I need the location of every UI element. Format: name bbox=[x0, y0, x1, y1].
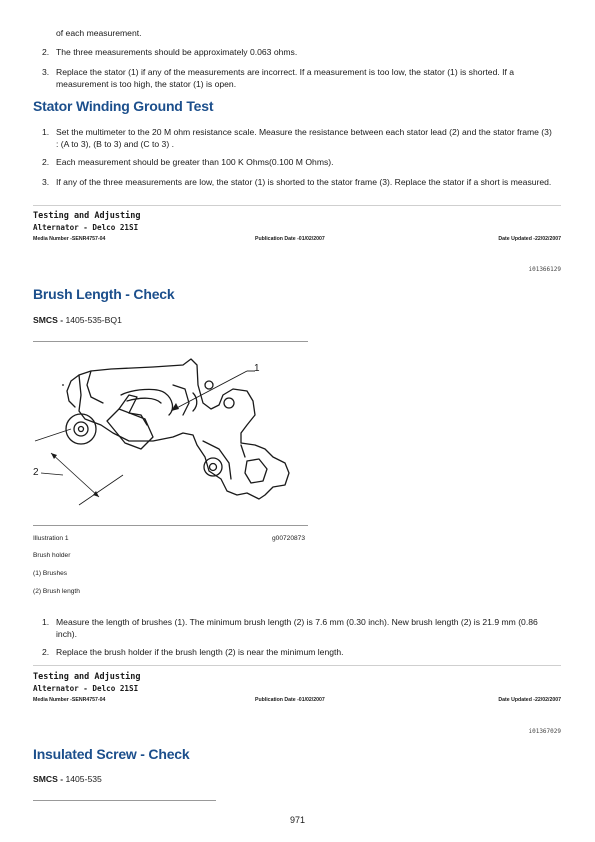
smcs-code bbox=[33, 774, 102, 784]
illustration-top-rule bbox=[33, 341, 308, 342]
section-rule bbox=[33, 800, 216, 801]
callout-1: 1 bbox=[254, 363, 260, 374]
step-number: 3. bbox=[42, 67, 50, 77]
date-updated: Date Updated -22/02/2007 bbox=[498, 236, 561, 242]
step-text: Each measurement should be greater than 100 K Ohms(0.100 M Ohms). bbox=[56, 157, 334, 167]
brush-holder-illustration bbox=[33, 345, 308, 520]
step-text: Replace the brush holder if the brush length (2) is near the minimum length. bbox=[56, 647, 344, 657]
callout-2: 2 bbox=[33, 467, 39, 478]
date-updated: Date Updated -22/02/2007 bbox=[498, 697, 561, 703]
smcs-value: 1405-535-BQ1 bbox=[65, 315, 122, 325]
continued-text: of each measurement. bbox=[56, 28, 142, 38]
step-number: 2. bbox=[42, 47, 50, 57]
step-number: 1. bbox=[42, 617, 50, 627]
legend-item: (2) Brush length bbox=[33, 588, 80, 595]
meta-subtitle: Alternator - Delco 21SI bbox=[33, 684, 139, 693]
meta-subtitle: Alternator - Delco 21SI bbox=[33, 223, 139, 232]
step-text: Measure the length of brushes (1). The minimum brush length (2) is 7.6 mm (0.30 inch). New brush length (2) is 21.9 mm (0.86 inch). bbox=[56, 617, 538, 639]
step-text: If any of the three measurements are low, the stator (1) is shorted to the stator frame (3). Replace the stator if a short is measured. bbox=[56, 177, 552, 187]
illustration-label: Illustration 1 bbox=[33, 535, 69, 542]
publication-date: Publication Date -01/02/2007 bbox=[255, 697, 325, 703]
illustration-bottom-rule bbox=[33, 525, 308, 526]
meta-title: Testing and Adjusting bbox=[33, 211, 141, 221]
media-number: Media Number -SENR4757-04 bbox=[33, 697, 106, 703]
smcs-label: SMCS - bbox=[33, 315, 64, 325]
step-number: 1. bbox=[42, 127, 50, 137]
illustration-caption: Brush holder bbox=[33, 552, 71, 559]
section-title-stator: Stator Winding Ground Test bbox=[33, 98, 214, 114]
document-id: i01367029 bbox=[528, 728, 561, 735]
document-id: i01366129 bbox=[528, 266, 561, 273]
media-number: Media Number -SENR4757-04 bbox=[33, 236, 106, 242]
smcs-code bbox=[33, 315, 122, 325]
page-number: 971 bbox=[289, 815, 306, 825]
section-title-screw: Insulated Screw - Check bbox=[33, 746, 190, 762]
step-text: Set the multimeter to the 20 M ohm resistance scale. Measure the resistance between each stator lead (2) and the stator frame (3) : (A to 3), (B to 3) and (C to 3) . bbox=[56, 127, 552, 149]
smcs-label: SMCS - bbox=[33, 774, 64, 784]
section-title-brush: Brush Length - Check bbox=[33, 286, 175, 302]
step-text: The three measurements should be approximately 0.063 ohms. bbox=[56, 47, 298, 57]
legend-item: (1) Brushes bbox=[33, 570, 68, 577]
step-number: 2. bbox=[42, 157, 50, 167]
meta-title: Testing and Adjusting bbox=[33, 672, 141, 682]
illustration-code: g00720873 bbox=[272, 535, 306, 542]
divider bbox=[33, 205, 561, 206]
divider bbox=[33, 665, 561, 666]
step-number: 3. bbox=[42, 177, 50, 187]
step-text: Replace the stator (1) if any of the measurements are incorrect. If a measurement is too low, the stator (1) is shorted. If a measurement is too high, the stator (1) is open. bbox=[56, 67, 515, 89]
publication-date: Publication Date -01/02/2007 bbox=[255, 236, 325, 242]
step-number: 2. bbox=[42, 647, 50, 657]
smcs-value: 1405-535 bbox=[65, 774, 102, 784]
